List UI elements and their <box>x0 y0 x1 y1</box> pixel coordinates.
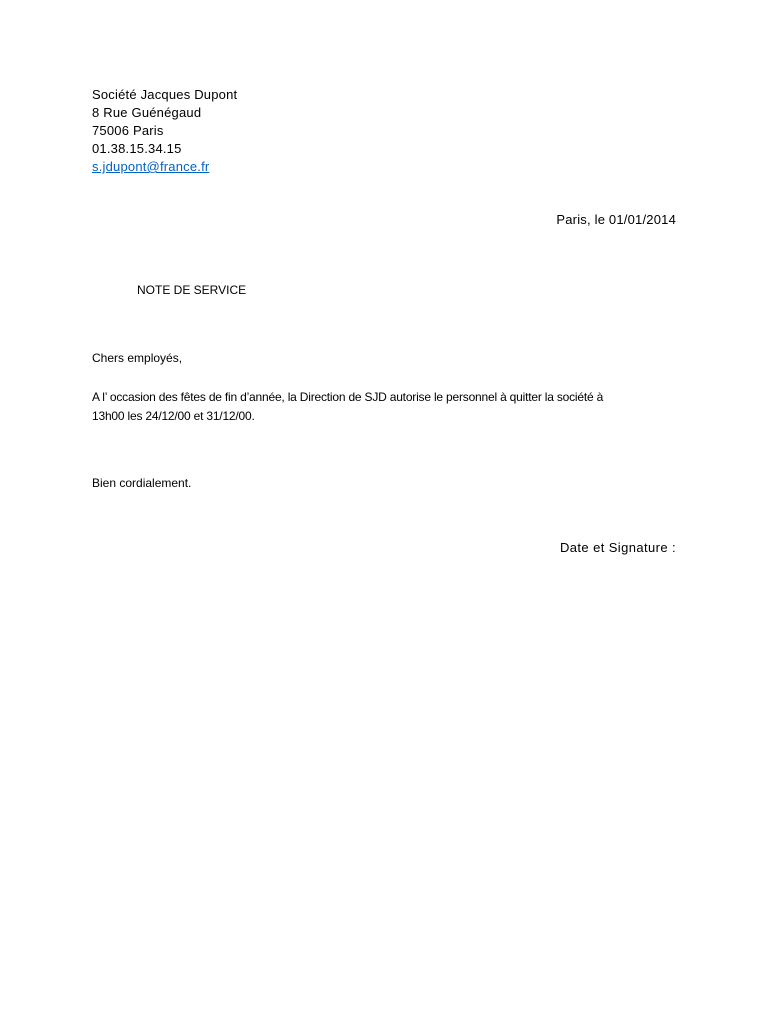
document-title: NOTE DE SERVICE <box>137 283 247 297</box>
signature-label: Date et Signature : <box>560 540 676 555</box>
sender-email-link[interactable]: s.jdupont@france.fr <box>92 159 210 174</box>
body-line-1: A l’ occasion des fêtes de fin d’année, la Direction de SJD autorise le personnel à quitter la société à <box>92 390 604 404</box>
sender-address-block <box>92 86 237 176</box>
body-line-2: 13h00 les 24/12/00 et 31/12/00. <box>92 409 255 423</box>
place-date-line: Paris, le 01/01/2014 <box>556 212 676 227</box>
sender-street: 8 Rue Guénégaud <box>92 105 202 120</box>
salutation: Chers employés, <box>92 351 183 365</box>
sender-company-name: Société Jacques Dupont <box>92 87 238 102</box>
sender-email-row <box>92 158 237 176</box>
sender-city: 75006 Paris <box>92 123 164 138</box>
sender-phone: 01.38.15.34.15 <box>92 141 182 156</box>
closing-line: Bien cordialement. <box>92 476 192 490</box>
body-paragraph <box>92 388 682 426</box>
